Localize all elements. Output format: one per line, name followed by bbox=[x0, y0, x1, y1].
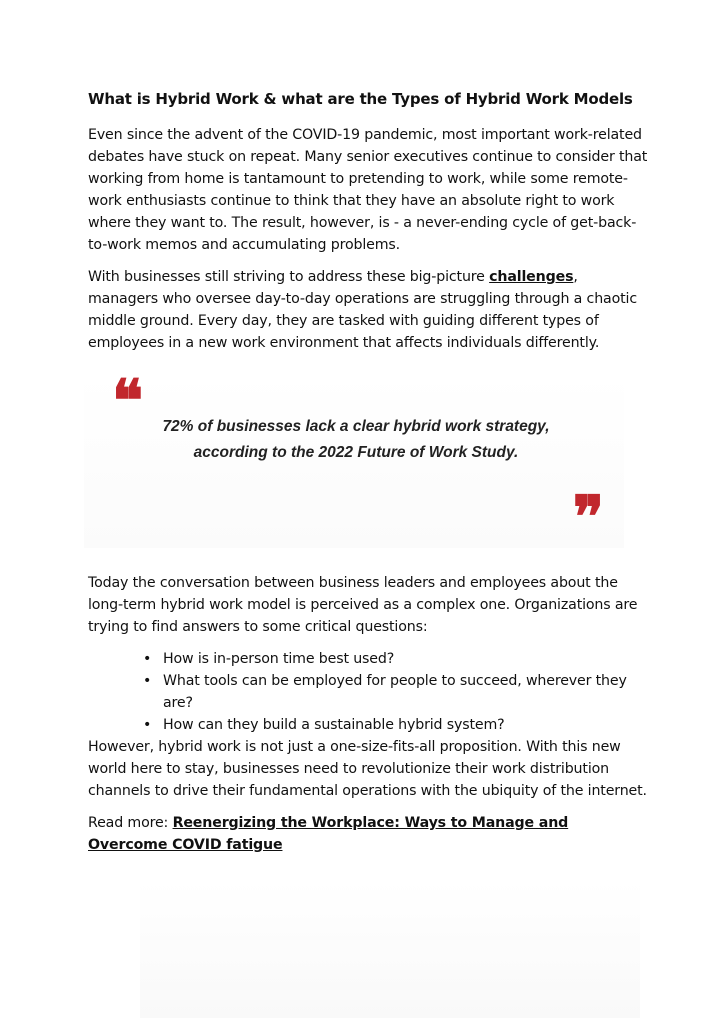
challenges-paragraph bbox=[88, 266, 648, 354]
list-item bbox=[143, 714, 648, 736]
article bbox=[88, 88, 648, 866]
bullet-icon: • bbox=[143, 651, 152, 667]
list-item-text: How is in-person time best used? bbox=[163, 651, 395, 667]
page-shade bbox=[140, 880, 640, 1018]
intro-paragraph: Even since the advent of the COVID-19 pandemic, most important work-related debates have stuck on repeat. Many senior executives continue to consider that working from home is tantamount to pretending to work, while some remote-work enthusiasts continue to think that they have an absolute right to work where they want to. The result, however, is - a never-ending cycle of get-back-to-work memos and accumulating problems. bbox=[88, 127, 648, 253]
challenges-paragraph-rest: , managers who oversee day-to-day operations are struggling through a chaotic middle ground. Every day, they are tasked with guiding different types of employees in a new work environment that affects individuals differently. bbox=[88, 269, 637, 351]
list-item-text: What tools can be employed for people to succeed, wherever they are? bbox=[163, 673, 627, 711]
pull-quote bbox=[84, 367, 624, 551]
read-more-link[interactable]: Reenergizing the Workplace: Ways to Manage and Overcome COVID fatigue bbox=[88, 815, 569, 853]
list-item-text: How can they build a sustainable hybrid system? bbox=[163, 717, 505, 733]
list-item bbox=[143, 648, 648, 670]
conclusion-paragraph: However, hybrid work is not just a one-size-fits-all proposition. With this new world here to stay, businesses need to revolutionize their work distribution channels to drive their fundamental operations with the ubiquity of the internet. bbox=[88, 739, 647, 799]
questions-list bbox=[88, 648, 648, 736]
open-quote-icon: ❝ bbox=[112, 367, 144, 435]
questions-intro-paragraph: Today the conversation between business leaders and employees about the long-term hybrid work model is perceived as a complex one. Organizations are trying to find answers to some critical questions: bbox=[88, 575, 638, 635]
challenges-link[interactable]: challenges bbox=[489, 269, 574, 285]
list-item bbox=[143, 670, 648, 714]
challenges-paragraph-lead: With businesses still striving to address these big-picture bbox=[88, 269, 490, 285]
pull-quote-text: 72% of businesses lack a clear hybrid work strategy, according to the 2022 Future of Work Study. bbox=[162, 418, 550, 461]
close-quote-icon: ❞ bbox=[572, 483, 604, 551]
bullet-icon: • bbox=[143, 673, 152, 689]
article-title: What is Hybrid Work & what are the Types of Hybrid Work Models bbox=[88, 90, 633, 108]
bullet-icon: • bbox=[143, 717, 152, 733]
read-more-line bbox=[88, 812, 648, 856]
read-more-label: Read more: bbox=[88, 815, 173, 831]
